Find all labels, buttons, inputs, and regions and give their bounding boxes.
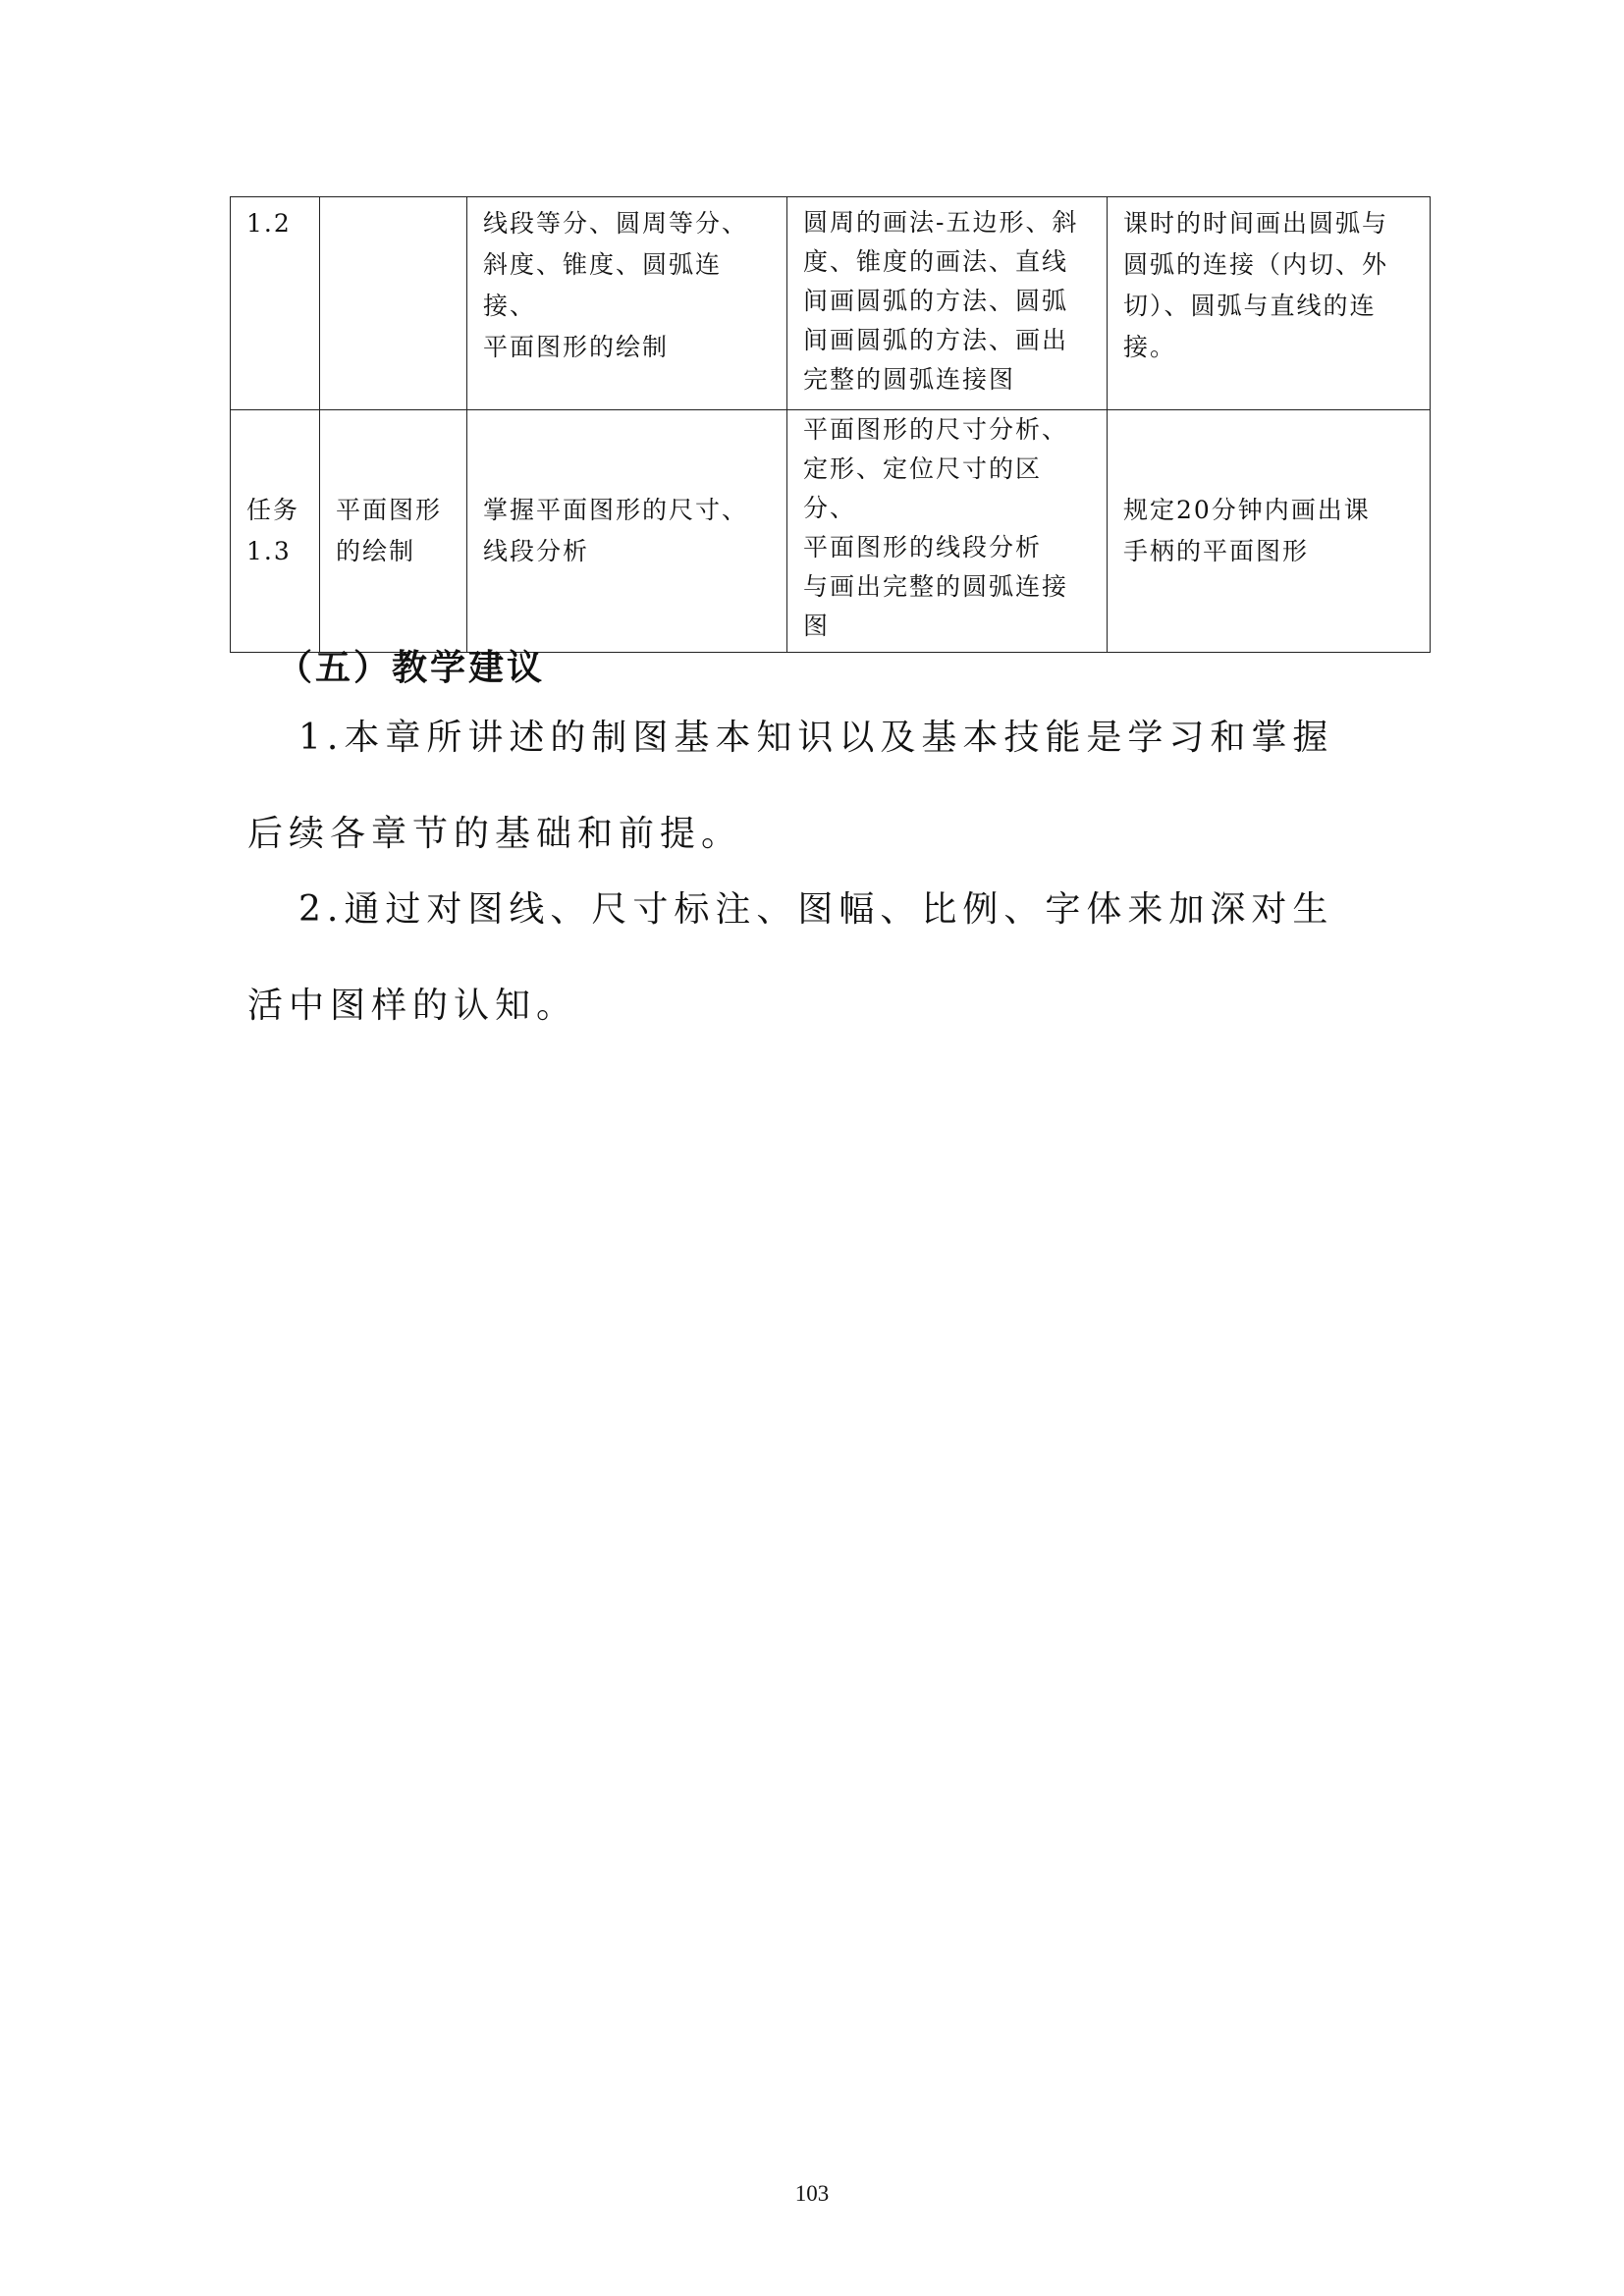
task-name-cell [320, 197, 467, 410]
task-name-cell [320, 410, 467, 653]
objective-line: 平面图形的绘制 [483, 333, 670, 361]
table-row [231, 197, 1431, 410]
section-heading: （五）教学建议 [277, 647, 546, 688]
content-line: 与画出完整的圆弧连接 [803, 572, 1069, 601]
requirement-line: 圆弧的连接（内切、外 [1123, 250, 1389, 279]
objective-line: 掌握平面图形的尺寸、 [483, 496, 749, 524]
content-line: 间画圆弧的方法、画出 [803, 326, 1069, 354]
task-id-line: 1.3 [246, 537, 292, 565]
requirement-line: 切）、圆弧与直线的连 [1123, 292, 1377, 320]
paragraph: 2.通过对图线、尺寸标注、图幅、比例、字体来加深对生活中图样的认知。 [247, 889, 1334, 1026]
task-id-cell [231, 410, 320, 653]
content-cell [787, 197, 1108, 410]
content-cell [787, 410, 1108, 653]
requirement-line: 手柄的平面图形 [1123, 537, 1310, 565]
content-line: 定形、定位尺寸的区分、 [803, 454, 1043, 522]
objective-line: 线段分析 [483, 537, 590, 565]
task-name-line: 的绘制 [336, 537, 416, 565]
content-line: 间画圆弧的方法、圆弧 [803, 287, 1069, 315]
requirement-cell [1108, 410, 1431, 653]
requirement-line: 接。 [1123, 333, 1177, 361]
task-name-line: 平面图形 [336, 496, 443, 524]
content-line: 完整的圆弧连接图 [803, 365, 1016, 394]
content-line: 度、锥度的画法、直线 [803, 247, 1069, 276]
requirement-line: 规定20分钟内画出课 [1123, 496, 1371, 524]
objective-line: 线段等分、圆周等分、 [483, 209, 749, 238]
objective-line: 斜度、锥度、圆弧连接、 [483, 250, 723, 320]
content-line: 平面图形的线段分析 [803, 533, 1043, 561]
task-id-cell [231, 197, 320, 410]
task-id-line: 1.2 [246, 209, 292, 238]
table-row [231, 410, 1431, 653]
page-number: 103 [794, 2181, 830, 2206]
requirement-line: 课时的时间画出圆弧与 [1123, 209, 1389, 238]
paragraph: 1.本章所讲述的制图基本知识以及基本技能是学习和掌握后续各章节的基础和前提。 [247, 718, 1334, 854]
task-id-line: 任务 [246, 496, 300, 524]
objective-cell [467, 410, 787, 653]
content-line: 平面图形的尺寸分析、 [803, 415, 1069, 444]
requirement-cell [1108, 197, 1431, 410]
task-table [230, 196, 1431, 653]
content-line: 圆周的画法-五边形、斜 [803, 208, 1079, 237]
content-line: 图 [803, 612, 831, 640]
objective-cell [467, 197, 787, 410]
